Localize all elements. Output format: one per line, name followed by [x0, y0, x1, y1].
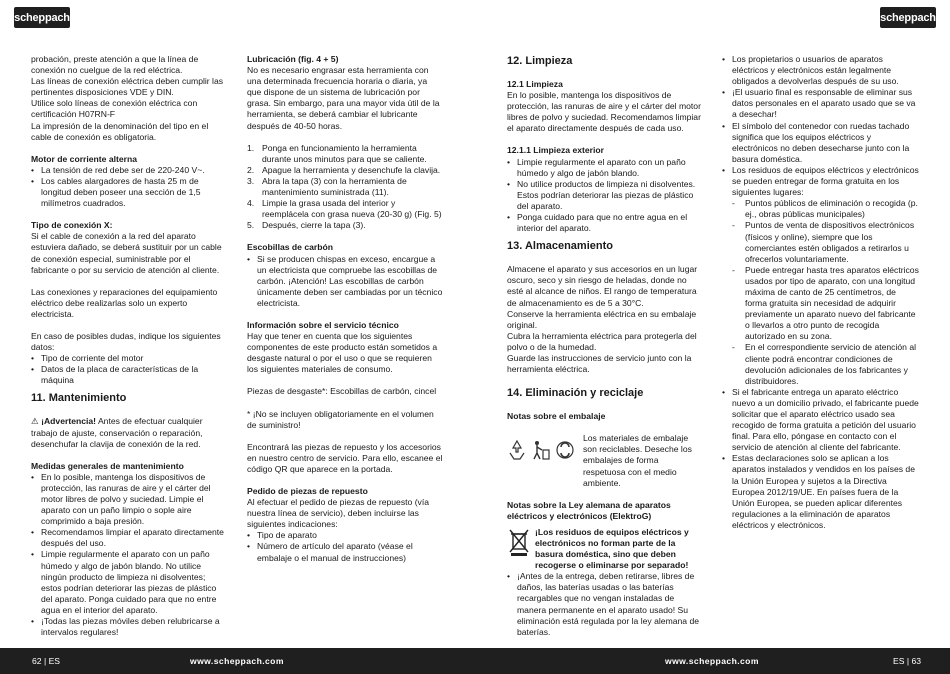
maintenance-list [31, 472, 228, 638]
lubrication-heading: Lubricación (fig. 4 + 5) [247, 54, 339, 64]
list-item: • El símbolo del contenedor con ruedas tachado significa que los equipos eléctricos y electrónicos no deben desecharse junto con la basura doméstica. [722, 121, 919, 165]
step-number: 5. [247, 220, 255, 231]
paragraph: Las conexiones y reparaciones del equipamiento eléctrico debe realizarlas solo un experto electricista. [31, 286, 218, 319]
brand-logo-text: scheppach [14, 11, 70, 24]
step-number: 1. [247, 142, 255, 153]
data-list [31, 353, 228, 386]
litter-bin-icon [531, 439, 551, 461]
paragraph: Hay que tener en cuenta que los siguientes componentes de este producto están sometidos a desgaste natural o por el uso o que se requieren los siguientes materiales de consumo. [247, 331, 438, 375]
paragraph: Encontrará las piezas de repuesto y los accesorios en nuestro centro de servicio. Para ello, escanee el código QR que aparece en la portada. [247, 441, 443, 474]
list-item: - Puede entregar hasta tres aparatos eléctricos usados por tipo de aparato, con una longitud máxima de canto de 25 centímetros, de forma gratuita sin necesidad de adquirir previamente un aparato nuevo del fabricante o llevarlos a otro punto de recogida autorizado en su zona. [732, 265, 919, 343]
column-1 [31, 54, 228, 638]
warning-icon: ⚠ [31, 416, 39, 427]
page-number-right: ES | 63 [893, 656, 922, 666]
list-item: • ¡Antes de la entrega, deben retirarse, libres de daños, las baterías usadas o las baterías recargables que no vengan instaladas de manera permanente en el aparato usado! Su eliminación está regulada por la ley alemana de baterías. [507, 571, 703, 638]
column-4 [722, 54, 919, 531]
page-number-left: 62 | ES [32, 656, 61, 666]
step-number: 2. [247, 164, 255, 175]
brand-logo-left [14, 7, 70, 28]
paragraph: Las líneas de conexión eléctrica deben cumplir las pertinentes disposiciones VDE y DIN. [31, 76, 224, 98]
spare-parts-list [247, 530, 443, 563]
lubrication-steps [247, 143, 443, 232]
weee-bold-text: ¡Los residuos de equipos eléctricos y electrónicos no forman parte de la basura doméstica, sino que deben recogerse o eliminarse por separado! [535, 526, 689, 571]
packaging-heading: Notas sobre el embalaje [507, 411, 606, 422]
disposal-list-2 [722, 387, 919, 531]
warning-paragraph [31, 416, 228, 449]
list-item: • Si el fabricante entrega un aparato eléctrico nuevo a un domicilio privado, el fabricante puede solicitar que el aparato eléctrico usado sea recogido de forma gratuita a petición del usuario final. Para ello, póngase en contacto con el servicio de atención al cliente del fabricante. [722, 387, 919, 454]
step-item [247, 220, 443, 231]
step-text: Abra la tapa (3) con la herramienta de mantenimiento suministrada (11). [262, 175, 407, 198]
list-item: • Ponga cuidado para que no entre agua en el interior del aparato. [507, 212, 703, 234]
crossed-bin-icon [507, 527, 531, 557]
cleaning-subheading: 12.1 Limpieza [507, 79, 563, 89]
motor-heading: Motor de corriente alterna [31, 153, 138, 164]
section-heading-maintenance: 11. Mantenimiento [31, 392, 127, 405]
general-maintenance-heading: Medidas generales de mantenimiento [31, 460, 184, 471]
paragraph: No es necesario engrasar esta herramienta con una determinada frecuencia horaria o diaria, ya que dispone de un sistema de lubricación por grasa. Sin embargo, para una mayor vida útil de la herramienta, se deberá cambiar el lubricante después de 40-50 horas. [247, 65, 440, 131]
paragraph: Al efectuar el pedido de piezas de repuesto (vía nuestra línea de servicio), deben incluirse las siguientes indicaciones: [247, 497, 430, 530]
recycle-icon [507, 439, 527, 461]
footnote: * ¡No se incluyen obligatoriamente en el volumen de suministro! [247, 408, 434, 430]
list-item: • Si se producen chispas en exceso, encargue a un electricista que compruebe las escobillas de carbón. ¡Atención! Las escobillas de carbón únicamente deben ser cambiadas por un técnico electricista. [247, 254, 443, 309]
column-2 [247, 54, 443, 564]
list-item: • ¡El usuario final es responsable de eliminar sus datos personales en el aparato usado que se va a desechar! [722, 87, 919, 120]
section-heading-disposal: 14. Eliminación y reciclaje [507, 387, 644, 400]
carbon-brushes-list [247, 254, 443, 309]
paragraph: En lo posible, mantenga los dispositivos de protección, las ranuras de aire y el cárter del motor libres de polvo y suciedad. Recomendamos limpiar el aparato directamente después de cada uso. [507, 90, 701, 134]
list-item: • Estas declaraciones solo se aplican a los aparatos instalados y vendidos en los países de la Unión Europea y sujetos a la Directiva Europea 2012/19/UE. En países fuera de la Unión Europea, se pueden aplicar diferentes regulaciones a la eliminación de aparatos eléctricos y electrónicos. [722, 453, 919, 531]
list-item: • Tipo de aparato [247, 530, 443, 541]
brand-logo-text: scheppach [880, 11, 936, 24]
list-item: • En lo posible, mantenga los dispositivos de protección, las ranuras de aire y el cárter del motor libres de polvo y suciedad. Limpie el aparato con un paño limpio o sople aire comprimido a baja presión. [31, 472, 228, 527]
section-heading-storage: 13. Almacenamiento [507, 240, 613, 253]
weee-list [507, 571, 703, 638]
step-item [247, 165, 443, 176]
list-item: • La tensión de red debe ser de 220-240 V~. [31, 165, 228, 176]
step-number: 3. [247, 175, 255, 186]
weee-notice [507, 527, 703, 571]
exterior-cleaning-heading: 12.1.1 Limpieza exterior [507, 145, 604, 156]
service-info-heading: Información sobre el servicio técnico [247, 319, 399, 330]
step-item [247, 198, 443, 220]
step-item [247, 176, 443, 198]
list-item: - Puntos públicos de eliminación o recogida (p. ej., obras públicas municipales) [732, 198, 919, 220]
warning-label: ¡Advertencia! [41, 416, 97, 427]
website-link-right[interactable]: www.scheppach.com [665, 656, 759, 666]
list-item: • Recomendamos limpiar el aparato directamente después del uso. [31, 527, 228, 549]
list-item: • Los cables alargadores de hasta 25 m de longitud deben poseer una sección de 1,5 milímetros cuadrados. [31, 176, 228, 209]
collection-points-list [722, 198, 919, 387]
list-item: • ¡Todas las piezas móviles deben relubricarse a intervalos regulares! [31, 616, 228, 638]
step-text: Después, cierre la tapa (3). [262, 220, 366, 231]
footer-bar [0, 648, 950, 674]
list-item: • No utilice productos de limpieza ni disolventes. Estos podrían deteriorar las piezas de plástico del aparato. [507, 179, 703, 212]
step-text: Ponga en funcionamiento la herramienta durante unos minutos para que se caliente. [262, 142, 427, 164]
paragraph: Si el cable de conexión a la red del aparato estuviera dañado, se deberá sustituir por un cable de conexión especial, suministrable por el fabricante o por su servicio de atención al cliente. [31, 231, 222, 275]
warning-text: Antes de efectuar cualquier trabajo de ajuste, conservación o reparación, desenchufar la clavija de conexión de la red. [31, 416, 203, 449]
green-dot-icon [555, 439, 575, 461]
website-link-left[interactable]: www.scheppach.com [190, 656, 284, 666]
carbon-brushes-heading: Escobillas de carbón [247, 242, 333, 253]
packaging-notice [507, 433, 703, 488]
list-item: • Los propietarios o usuarios de aparatos eléctricos y electrónicos están legalmente obligados a devolverlas después de su uso. [722, 54, 919, 87]
list-item: - En el correspondiente servicio de atención al cliente podrá encontrar condiciones de devolución adicionales de los fabricantes y distribuidores. [732, 342, 919, 386]
brand-logo-right [880, 7, 936, 28]
header-bar [0, 0, 950, 36]
list-item: • Tipo de corriente del motor [31, 353, 228, 364]
paragraph: En caso de posibles dudas, indique los siguientes datos: [31, 330, 221, 353]
connection-type-heading: Tipo de conexión X: [31, 220, 113, 231]
paragraph: probación, preste atención a que la línea de conexión no cuelgue de la red eléctrica. [31, 54, 199, 76]
list-item: • Los residuos de equipos eléctricos y electrónicos se pueden entregar de forma gratuita en los siguientes lugares: [722, 165, 919, 198]
motor-list [31, 165, 228, 209]
step-text: Apague la herramienta y desenchufe la clavija. [262, 164, 441, 175]
list-item: • Limpie regularmente el aparato con un paño húmedo y algo de jabón blando. [507, 157, 703, 179]
list-item: • Número de artículo del aparato (véase el embalaje o el manual de instrucciones) [247, 541, 443, 563]
spare-parts-heading: Pedido de piezas de repuesto [247, 486, 368, 496]
recycling-icons [507, 433, 579, 467]
paragraph: Los materiales de embalaje son reciclables. Deseche los embalajes de forma respetuosa con el medio ambiente. [583, 433, 692, 488]
paragraph: Almacene el aparato y sus accesorios en un lugar oscuro, seco y sin riesgo de heladas, donde no esté al alcance de niños. El rango de temperatura de almacenamiento es de 5 a 30°C. [507, 264, 698, 308]
paragraph: La impresión de la denominación del tipo en el cable de conexión es obligatoria. [31, 120, 209, 142]
list-item: • Datos de la placa de características de la máquina [31, 364, 228, 386]
exterior-cleaning-list [507, 157, 703, 235]
disposal-list [722, 54, 919, 198]
paragraph: Conserve la herramienta eléctrica en su embalaje original. [507, 308, 697, 330]
section-heading-cleaning: 12. Limpieza [507, 55, 573, 67]
column-3 [507, 54, 703, 638]
list-item: - Puntos de venta de dispositivos electrónicos (físicos y online), siempre que los comerciantes estén obligados a retirarlos u ofrecerlos voluntariamente. [732, 220, 919, 264]
list-item: • Limpie regularmente el aparato con un paño húmedo y algo de jabón blando. No utilice ningún producto de limpieza ni disolventes; estos podrían deteriorar las piezas de plástico del aparato. Ponga cuidado para que no entre agua en el interior del aparato. [31, 549, 228, 616]
elektrog-heading: Notas sobre la Ley alemana de aparatos eléctricos y electrónicos (ElektroG) [507, 499, 671, 521]
paragraph: Utilice solo líneas de conexión eléctrica con certificación H07RN-F [31, 98, 198, 120]
paragraph: Piezas de desgaste*: Escobillas de carbón, cincel [247, 386, 437, 397]
paragraph: Guarde las instrucciones de servicio junto con la herramienta eléctrica. [507, 352, 692, 375]
paragraph: Cubra la herramienta eléctrica para protegerla del polvo o de la humedad. [507, 330, 697, 352]
step-number: 4. [247, 198, 255, 209]
step-item [247, 143, 443, 165]
step-text: Limpie la grasa usada del interior y reemplácela con grasa nueva (20-30 g) (Fig. 5) [262, 198, 442, 220]
